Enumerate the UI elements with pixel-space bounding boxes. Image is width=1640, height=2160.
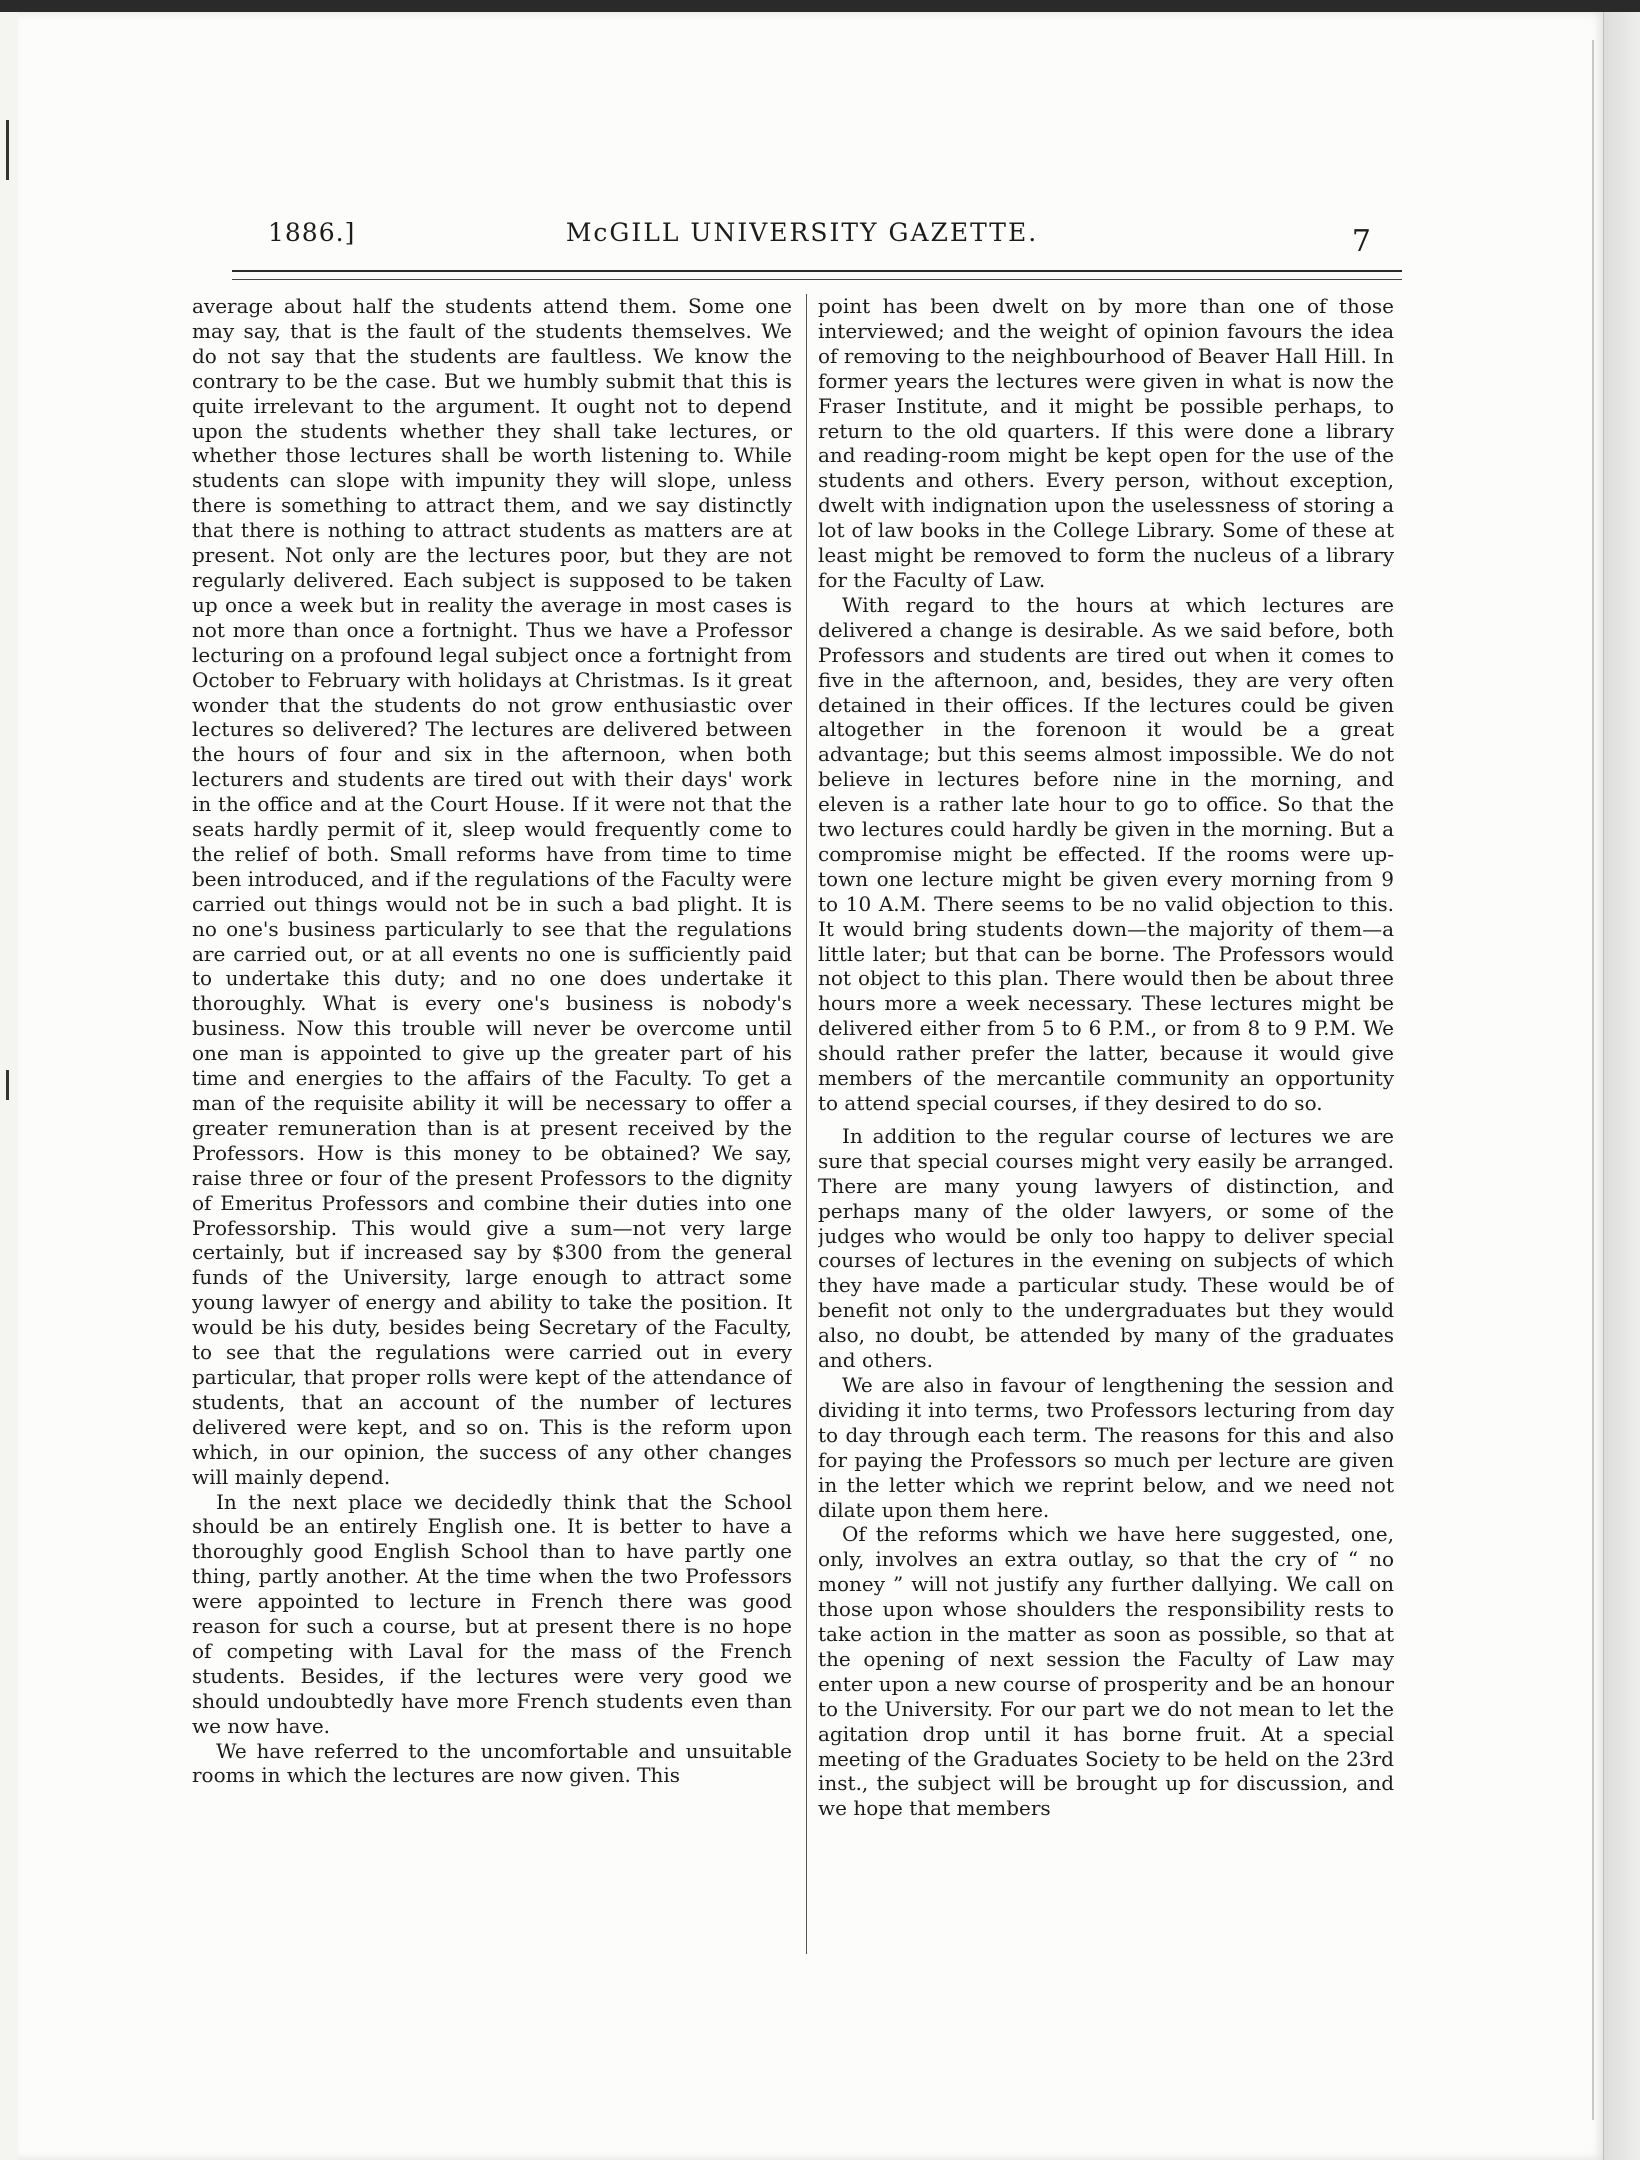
paragraph: We are also in favour of lengthening the session and dividing it into terms, two Professors lecturing from day to day through each term. The reasons for this and also for paying the Professors so much per lecture are given in the letter which we reprint below, and we need not dilate upon them here. bbox=[818, 1372, 1394, 1522]
paragraph: Of the reforms which we have here suggested, one, only, involves an extra outlay, so that the cry of “ no money ” will not justify any further dallying. We call on those upon whose shoulders the responsibility rests to take action in the matter as soon as possible, so that at the opening of next session the Faculty of Law may enter upon a new course of prosperity and be an honour to the University. For our part we do not mean to let the agitation drop until it has borne fruit. At a special meeting of the Graduates Society to be held on the 23rd inst., the subject will be brought up for discussion, and we hope that members bbox=[818, 1522, 1394, 1821]
publication-title: McGILL UNIVERSITY GAZETTE. bbox=[565, 218, 1039, 247]
issue-year: 1886.] bbox=[268, 218, 356, 247]
binding-mark bbox=[6, 120, 9, 180]
binding-mark bbox=[6, 1070, 9, 1100]
page-fold-line bbox=[1592, 40, 1594, 2120]
paragraph: We have referred to the uncomfortable and unsuitable rooms in which the lectures are now given. This bbox=[192, 1738, 792, 1788]
header-rule-thin bbox=[232, 279, 1402, 280]
paragraph: In the next place we decidedly think that the School should be an entirely English one. It is better to have a thoroughly good English School than to have partly one thing, partly another. At the time when the two Professors were appointed to lecture in French there was good reason for such a course, but at present there is no hope of competing with Laval for the mass of the French students. Besides, if the lectures were very good we should undoubtedly have more French students even than we now have. bbox=[192, 1489, 792, 1738]
running-header bbox=[232, 218, 1372, 262]
left-column bbox=[192, 294, 792, 1984]
header-rule bbox=[232, 270, 1402, 272]
right-column bbox=[818, 294, 1394, 1984]
page-number: 7 bbox=[1351, 224, 1372, 259]
column-divider bbox=[806, 294, 807, 1954]
paragraph: In addition to the regular course of lectures we are sure that special courses might very easily be arranged. There are many young lawyers of distinction, and perhaps many of the older lawyers, or some of the judges who would be only too happy to deliver special courses of lectures in the evening on subjects of which they have made a particular study. These would be of benefit not only to the undergraduates but they would also, no doubt, be attended by many of the graduates and others. bbox=[818, 1123, 1394, 1373]
scan-top-border bbox=[0, 0, 1640, 12]
page-edge-shadow bbox=[1603, 12, 1640, 2160]
paragraph: point has been dwelt on by more than one of those interviewed; and the weight of opinion favours the idea of removing to the neighbourhood of Beaver Hall Hill. In former years the lectures were given in what is now the Fraser Institute, and it might be possible perhaps, to return to the old quarters. If this were done a library and reading-room might be kept open for the use of the students and others. Every person, without exception, dwelt with indignation upon the uselessness of storing a lot of law books in the College Library. Some of these at least might be removed to form the nucleus of a library for the Faculty of Law. bbox=[818, 294, 1394, 592]
paragraph: With regard to the hours at which lectures are delivered a change is desirable. As we said before, both Professors and students are tired out when it comes to five in the afternoon, and, besides, they are very often detained in their offices. If the lectures could be given altogether in the forenoon it would be a great advantage; but this seems almost impossible. We do not believe in lectures before nine in the morning, and eleven is a rather late hour to go to office. So that the two lectures could hardly be given in the morning. But a compromise might be effected. If the rooms were up-town one lecture might be given every morning from 9 to 10 A.M. There seems to be no valid objection to this. It would bring students down—the majority of them—a little later; but that can be borne. The Professors would not object to this plan. There would then be about three hours more a week necessary. These lectures might be delivered either from 5 to 6 P.M., or from 8 to 9 P.M. We should rather prefer the latter, because it would give members of the mercantile community an opportunity to attend special courses, if they desired to do so. bbox=[818, 592, 1394, 1115]
paragraph: average about half the students attend them. Some one may say, that is the fault of the students themselves. We do not say that the students are faultless. We know the contrary to be the case. But we humbly submit that this is quite irrelevant to the argument. It ought not to depend upon the students whether they shall take lectures, or whether those lectures shall be worth listening to. While students can slope with impunity they will slope, unless there is something to attract them, and we say distinctly that there is nothing to attract students as matters are at present. Not only are the lectures poor, but they are not regularly delivered. Each subject is supposed to be taken up once a week but in reality the average in most cases is not more than once a fortnight. Thus we have a Professor lecturing on a profound legal subject once a fortnight from October to February with holidays at Christmas. Is it great wonder that the students do not grow enthusiastic over lectures so delivered? The lectures are delivered between the hours of four and six in the afternoon, when both lecturers and students are tired out with their days' work in the office and at the Court House. If it were not that the seats hardly permit of it, sleep would frequently come to the relief of both. Small reforms have from time to time been introduced, and if the regulations of the Faculty were carried out things would not be in such a bad plight. It is no one's business particularly to see that the regulations are carried out, or at all events no one is sufficiently paid to undertake this duty; and no one does undertake it thoroughly. What is every one's business is nobody's business. Now this trouble will never be overcome until one man is appointed to give up the greater part of his time and energies to the affairs of the Faculty. To get a man of the requisite ability it will be necessary to offer a greater remuneration than is at present received by the Professors. How is this money to be obtained? We say, raise three or four of the present Professors to the dignity of Emeritus Professors and combine their duties into one Professorship. This would give a sum—not very large certainly, but if increased say by $300 from the general funds of the University, large enough to attract some young lawyer of energy and ability to take the position. It would be his duty, besides being Secretary of the Faculty, to see that the regulations were carried out in every particular, that proper rolls were kept of the attendance of students, that an account of the number of lectures delivered were kept, and so on. This is the reform upon which, in our opinion, the success of any other changes will mainly depend. bbox=[192, 294, 792, 1489]
